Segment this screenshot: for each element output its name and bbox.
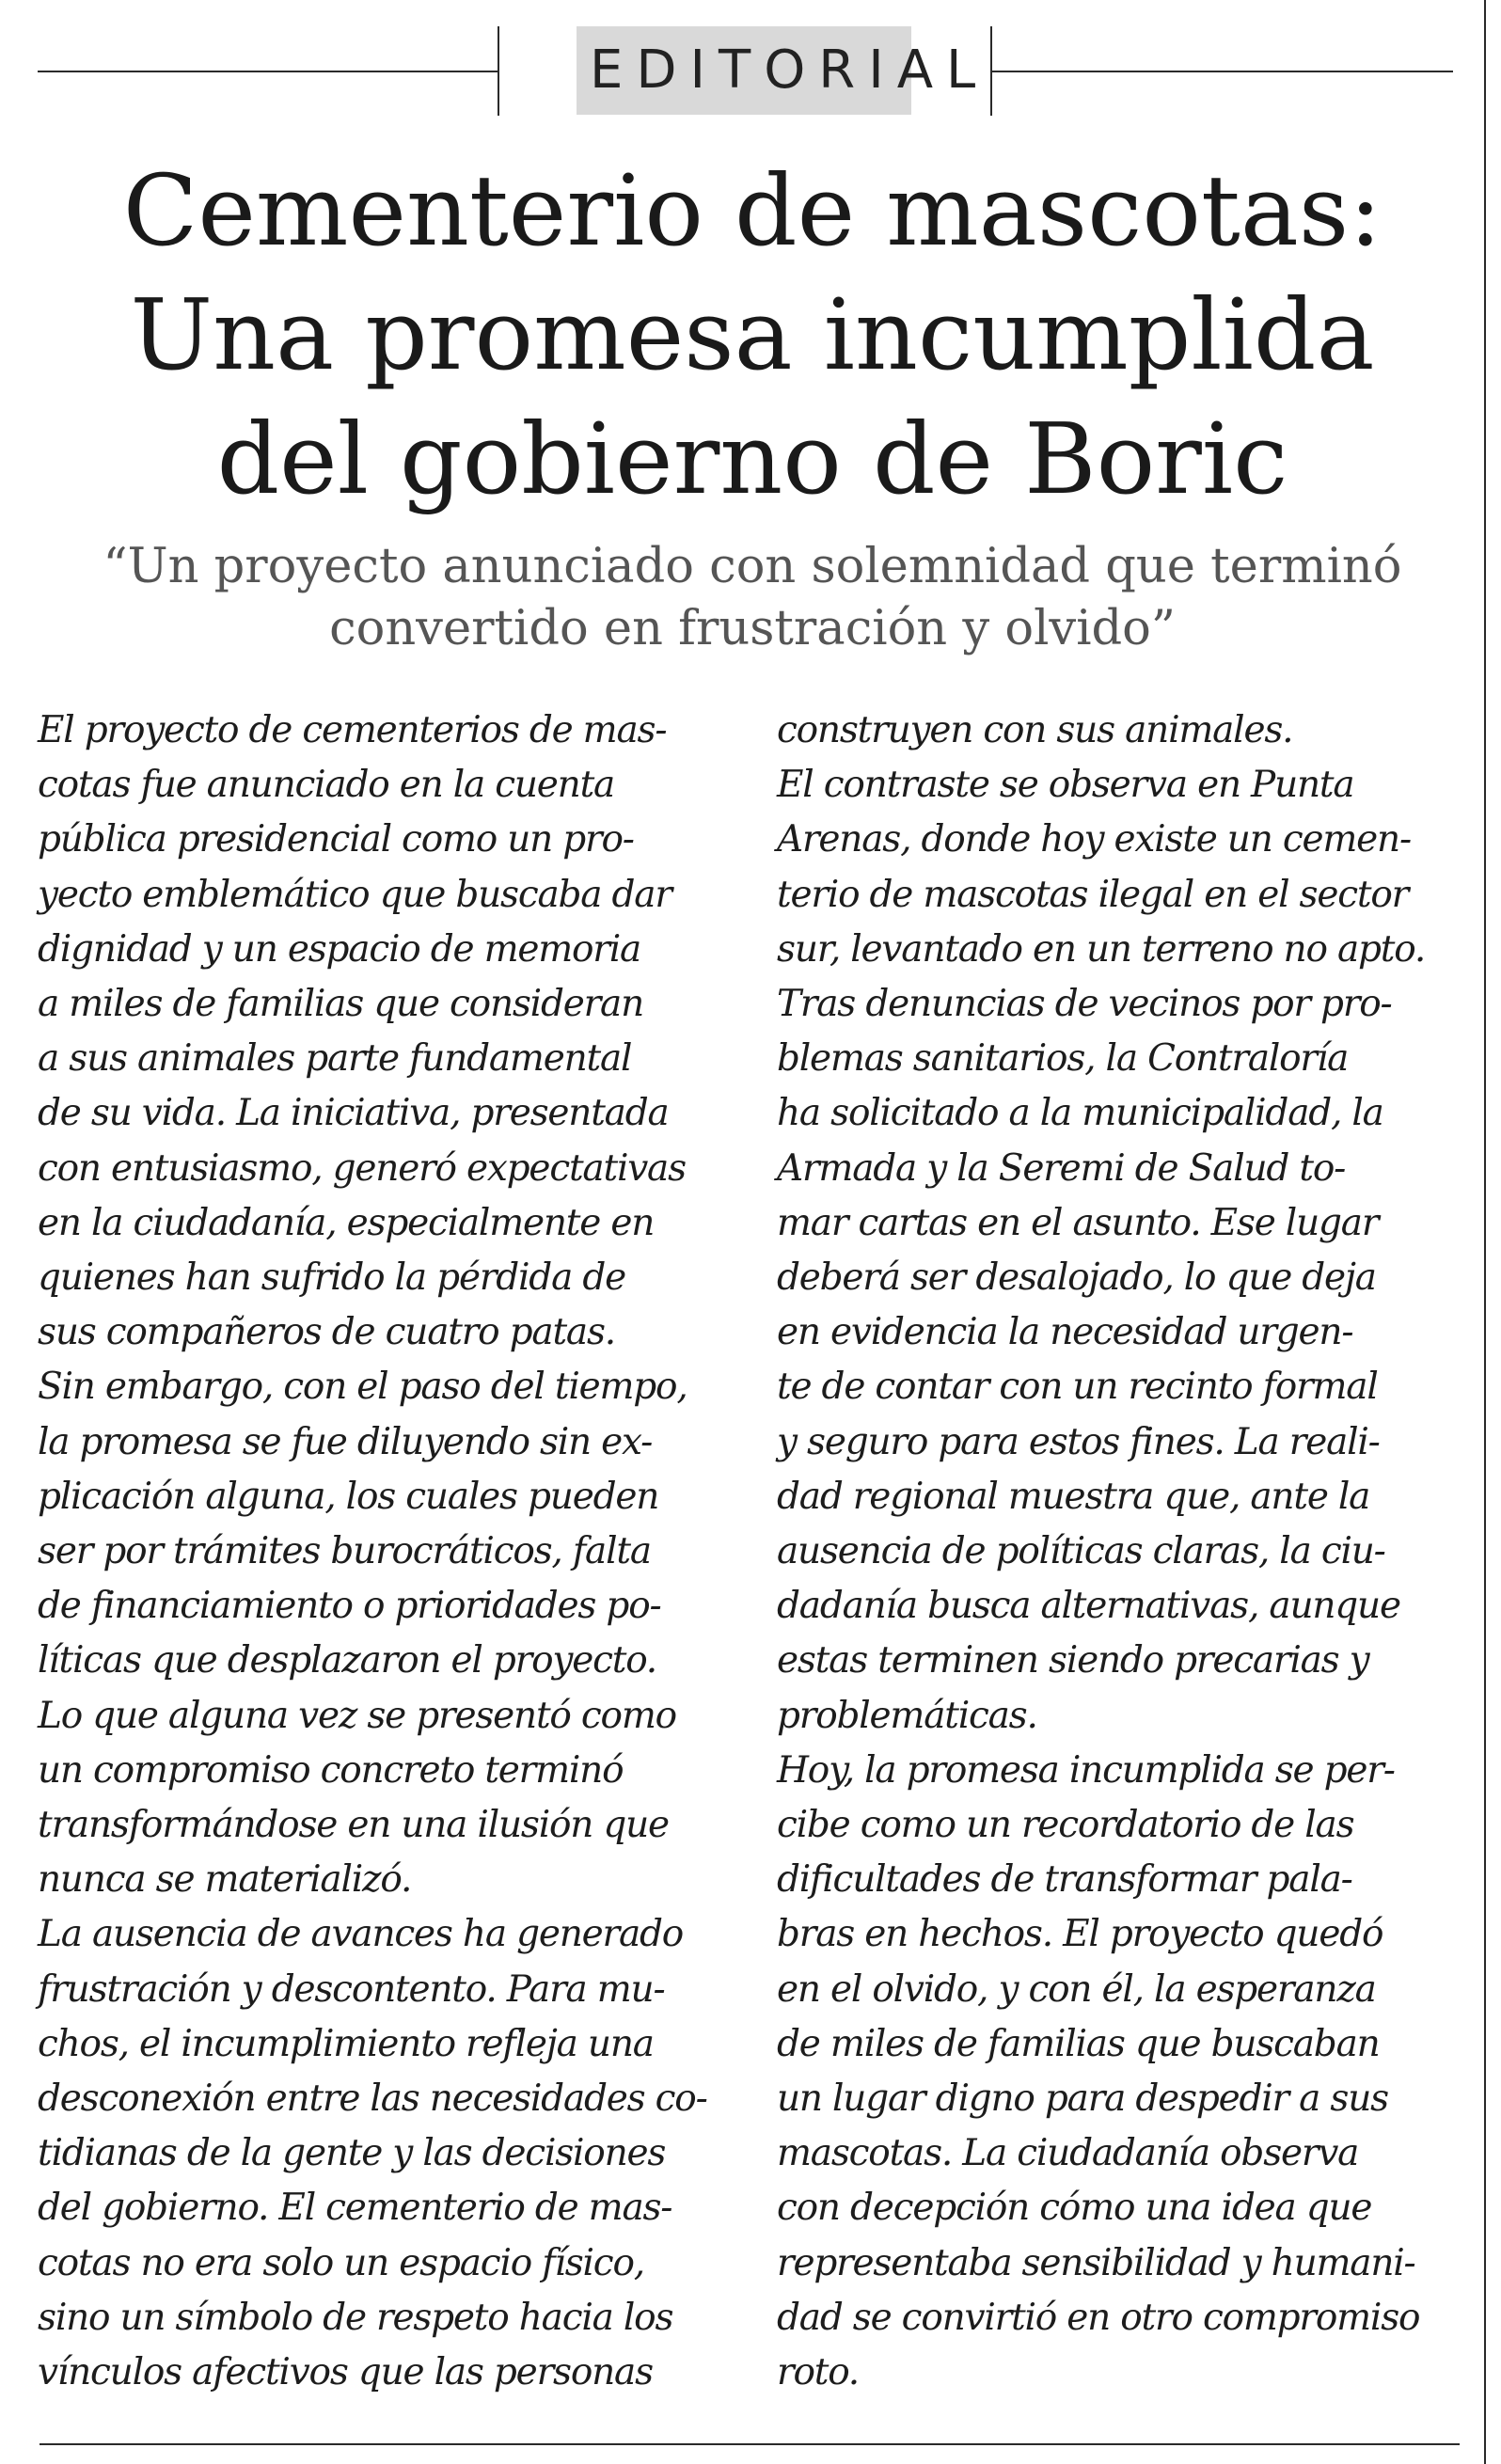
subtitle-line: convertido en frustración y olvido”: [329, 601, 1176, 656]
body-line: Arenas, donde hoy existe un cemen-: [777, 818, 1411, 861]
headline-line: del gobierno de Boric: [216, 402, 1288, 516]
headline-line: Cementerio de mascotas:: [122, 153, 1382, 268]
body-line: un compromiso concreto terminó: [38, 1748, 624, 1792]
body-line: sino un símbolo de respeto hacia los: [38, 2296, 673, 2339]
body-line: de su vida. La iniciativa, presentada: [38, 1092, 669, 1135]
body-line: en el olvido, y con él, la esperanza: [777, 1967, 1376, 2011]
body-line: yecto emblemático que buscaba dar: [38, 873, 672, 916]
body-line: ser por trámites burocráticos, falta: [38, 1530, 651, 1573]
section-rule-left-tick: [498, 26, 499, 116]
body-line: en evidencia la necesidad urgen-: [777, 1311, 1353, 1354]
body-line: problemáticas.: [777, 1694, 1037, 1737]
body-line: quienes han sufrido la pérdida de: [38, 1256, 625, 1300]
section-rule-left: [38, 71, 498, 72]
body-line: ha solicitado a la municipalidad, la: [777, 1092, 1383, 1135]
body-line: de financiamiento o prioridades po-: [38, 1585, 661, 1628]
bottom-rule: [40, 2443, 1460, 2445]
body-line: deberá ser desalojado, lo que deja: [777, 1256, 1376, 1300]
body-line: la promesa se fue diluyendo sin ex-: [38, 1420, 653, 1463]
body-line: del gobierno. El cementerio de mas-: [38, 2187, 672, 2230]
body-line: te de contar con un recinto formal: [777, 1366, 1378, 1409]
body-line: Armada y la Seremi de Salud to-: [777, 1146, 1346, 1190]
body-line: con entusiasmo, generó expectativas: [38, 1146, 686, 1190]
body-line: ausencia de políticas claras, la ciu-: [777, 1530, 1385, 1573]
body-line: dificultades de transformar pala-: [777, 1858, 1352, 1902]
body-line: de miles de familias que buscaban: [777, 2022, 1380, 2065]
body-line: desconexión entre las necesidades co-: [38, 2077, 707, 2121]
body-line: dad se convirtió en otro compromiso: [777, 2296, 1420, 2339]
subtitle-quote: [38, 536, 1467, 660]
body-line: nunca se materializó.: [38, 1858, 412, 1902]
body-line: blemas sanitarios, la Contraloría: [777, 1037, 1349, 1081]
body-line: mar cartas en el asunto. Ese lugar: [777, 1201, 1379, 1244]
body-line: Tras denuncias de vecinos por pro-: [777, 983, 1392, 1026]
body-line: Lo que alguna vez se presentó como: [38, 1694, 676, 1737]
body-line: cibe como un recordatorio de las: [777, 1804, 1354, 1847]
section-label: EDITORIAL: [577, 26, 911, 115]
body-line: y seguro para estos fines. La reali-: [777, 1420, 1380, 1463]
body-column-right: [777, 703, 1463, 2400]
body-line: transformándose en una ilusión que: [38, 1804, 669, 1847]
body-line: un lugar digno para despedir a sus: [777, 2077, 1388, 2121]
body-line: líticas que desplazaron el proyecto.: [38, 1639, 657, 1682]
headline: [38, 149, 1467, 521]
body-line: frustración y descontento. Para mu-: [38, 1967, 665, 2011]
body-line: pública presidencial como un pro-: [38, 818, 634, 861]
body-line: tidianas de la gente y las decisiones: [38, 2132, 666, 2175]
body-line: El contraste se observa en Punta: [777, 764, 1354, 807]
page-right-border: [1484, 0, 1486, 2464]
body-line: a miles de familias que consideran: [38, 983, 644, 1026]
body-line: con decepción cómo una idea que: [777, 2187, 1372, 2230]
body-line: El proyecto de cementerios de mas-: [38, 709, 667, 751]
body-line: estas terminen siendo precarias y: [777, 1639, 1369, 1682]
body-line: cotas no era solo un espacio físico,: [38, 2241, 644, 2284]
body-line: dad regional muestra que, ante la: [777, 1475, 1370, 1518]
subtitle-line: “Un proyecto anunciado con solemnidad que terminó: [103, 539, 1402, 594]
body-line: en la ciudadanía, especialmente en: [38, 1201, 655, 1244]
body-line: chos, el incumplimiento refleja una: [38, 2022, 654, 2065]
body-line: bras en hechos. El proyecto quedó: [777, 1913, 1383, 1956]
body-line: plicación alguna, los cuales pueden: [38, 1475, 659, 1518]
body-line: sur, levantado en un terreno no apto.: [777, 927, 1426, 971]
body-line: a sus animales parte fundamental: [38, 1037, 632, 1081]
body-line: dignidad y un espacio de memoria: [38, 927, 641, 971]
body-line: representaba sensibilidad y humani-: [777, 2241, 1415, 2284]
body-line: cotas fue anunciado en la cuenta: [38, 764, 615, 807]
body-line: terio de mascotas ilegal en el sector: [777, 873, 1409, 916]
body-line: sus compañeros de cuatro patas.: [38, 1311, 615, 1354]
body-line: construyen con sus animales.: [777, 709, 1293, 751]
body-line: La ausencia de avances ha generado: [38, 1913, 684, 1956]
body-line: mascotas. La ciudadanía observa: [777, 2132, 1359, 2175]
body-line: vínculos afectivos que las personas: [38, 2351, 653, 2394]
section-rule-right: [992, 71, 1453, 72]
body-column-left: [38, 703, 734, 2400]
body-line: Hoy, la promesa incumplida se per-: [777, 1748, 1395, 1792]
headline-line: Una promesa incumplida: [130, 277, 1375, 392]
body-line: Sin embargo, con el paso del tiempo,: [38, 1366, 687, 1409]
body-line: roto.: [777, 2351, 859, 2394]
body-line: dadanía busca alternativas, aunque: [777, 1585, 1400, 1628]
